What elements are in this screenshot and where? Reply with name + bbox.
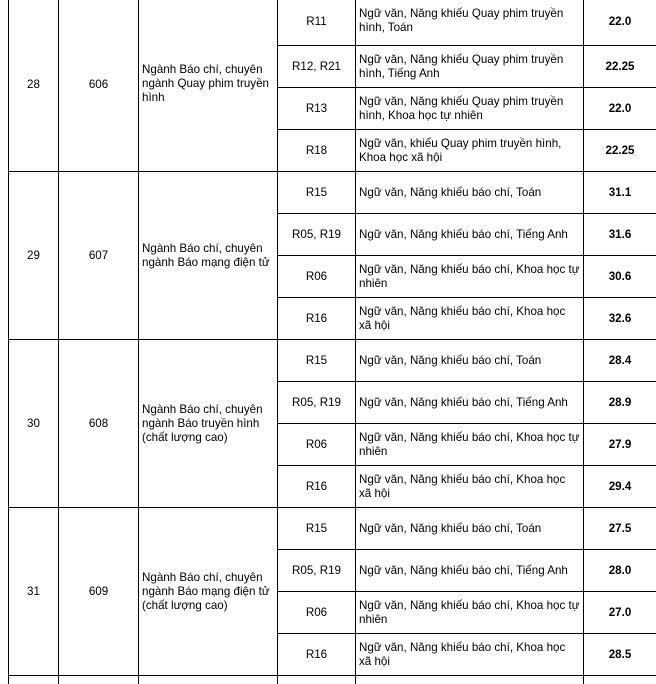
empty-cell [584,676,656,684]
combination-code: R12, R21 [278,46,356,88]
empty-cell [59,676,139,684]
subject-combination: Ngữ văn, Năng khiếu báo chí, Khoa học xã hội [356,466,584,508]
cutoff-score: 22.0 [584,0,656,46]
combination-code: R16 [278,634,356,676]
subject-combination: Ngữ văn, Năng khiếu Quay phim truyền hình, Khoa học tự nhiên [356,88,584,130]
combination-code: R06 [278,424,356,466]
major-name: Ngành Báo chí, chuyên ngành Quay phim truyền hình [139,0,278,172]
major-name: Ngành Báo chí, chuyên ngành Báo mạng điện tử [139,172,278,340]
cutoff-score: 28.0 [584,550,656,592]
subject-combination: Ngữ văn, Năng khiếu báo chí, Tiếng Anh [356,214,584,256]
major-code: 606 [59,0,139,172]
cutoff-score: 27.9 [584,424,656,466]
cutoff-score: 22.25 [584,46,656,88]
admission-score-table [8,0,656,684]
row-number: 29 [9,172,59,340]
cutoff-score: 31.6 [584,214,656,256]
cutoff-score: 30.6 [584,256,656,298]
empty-cell [139,676,278,684]
subject-combination: Ngữ văn, Năng khiếu báo chí, Toán [356,340,584,382]
table-row [9,340,656,382]
major-name: Ngành Báo chí, chuyên ngành Báo mạng điện tử (chất lượng cao) [139,508,278,676]
subject-combination: Ngữ văn, Năng khiếu báo chí, Khoa học xã hội [356,634,584,676]
combination-code: R16 [278,298,356,340]
combination-code: R05, R19 [278,214,356,256]
empty-cell [278,676,356,684]
subject-combination: Ngữ văn, Năng khiếu báo chí, Khoa học tự nhiên [356,424,584,466]
cutoff-score: 29.4 [584,466,656,508]
combination-code: R05, R19 [278,382,356,424]
cutoff-score: 22.0 [584,88,656,130]
subject-combination: Ngữ văn, Năng khiếu báo chí, Khoa học tự nhiên [356,592,584,634]
subject-combination: Ngữ văn, Năng khiếu Quay phim truyền hình, Toán [356,0,584,46]
cutoff-score: 28.9 [584,382,656,424]
table-row [9,0,656,46]
major-name: Ngành Báo chí, chuyên ngành Báo truyền hình (chất lượng cao) [139,340,278,508]
cutoff-score: 28.5 [584,634,656,676]
combination-code: R13 [278,88,356,130]
subject-combination: Ngữ văn, Năng khiếu báo chí, Toán [356,508,584,550]
major-code: 608 [59,340,139,508]
empty-cell [356,676,584,684]
cutoff-score: 28.4 [584,340,656,382]
combination-code: R06 [278,256,356,298]
cutoff-score: 32.6 [584,298,656,340]
combination-code: R15 [278,340,356,382]
table-row-partial [9,676,656,684]
cutoff-score: 27.0 [584,592,656,634]
row-number: 28 [9,0,59,172]
table-row [9,172,656,214]
combination-code: R16 [278,466,356,508]
subject-combination: Ngữ văn, Năng khiếu báo chí, Khoa học tự nhiên [356,256,584,298]
table-row [9,508,656,550]
subject-combination: Ngữ văn, Năng khiếu báo chí, Tiếng Anh [356,550,584,592]
major-code: 609 [59,508,139,676]
cutoff-score: 31.1 [584,172,656,214]
subject-combination: Ngữ văn, Năng khiếu báo chí, Khoa học xã hội [356,298,584,340]
combination-code: R05, R19 [278,550,356,592]
combination-code: R18 [278,130,356,172]
subject-combination: Ngữ văn, Năng khiếu báo chí, Toán [356,172,584,214]
row-number: 30 [9,340,59,508]
combination-code: R15 [278,508,356,550]
subject-combination: Ngữ văn, Năng khiếu Quay phim truyền hình, Tiếng Anh [356,46,584,88]
subject-combination: Ngữ văn, khiếu Quay phim truyền hình, Khoa học xã hội [356,130,584,172]
cutoff-score: 27.5 [584,508,656,550]
major-code: 607 [59,172,139,340]
subject-combination: Ngữ văn, Năng khiếu báo chí, Tiếng Anh [356,382,584,424]
row-number: 31 [9,508,59,676]
combination-code: R11 [278,0,356,46]
cutoff-score: 22.25 [584,130,656,172]
combination-code: R15 [278,172,356,214]
combination-code: R06 [278,592,356,634]
empty-cell [9,676,59,684]
